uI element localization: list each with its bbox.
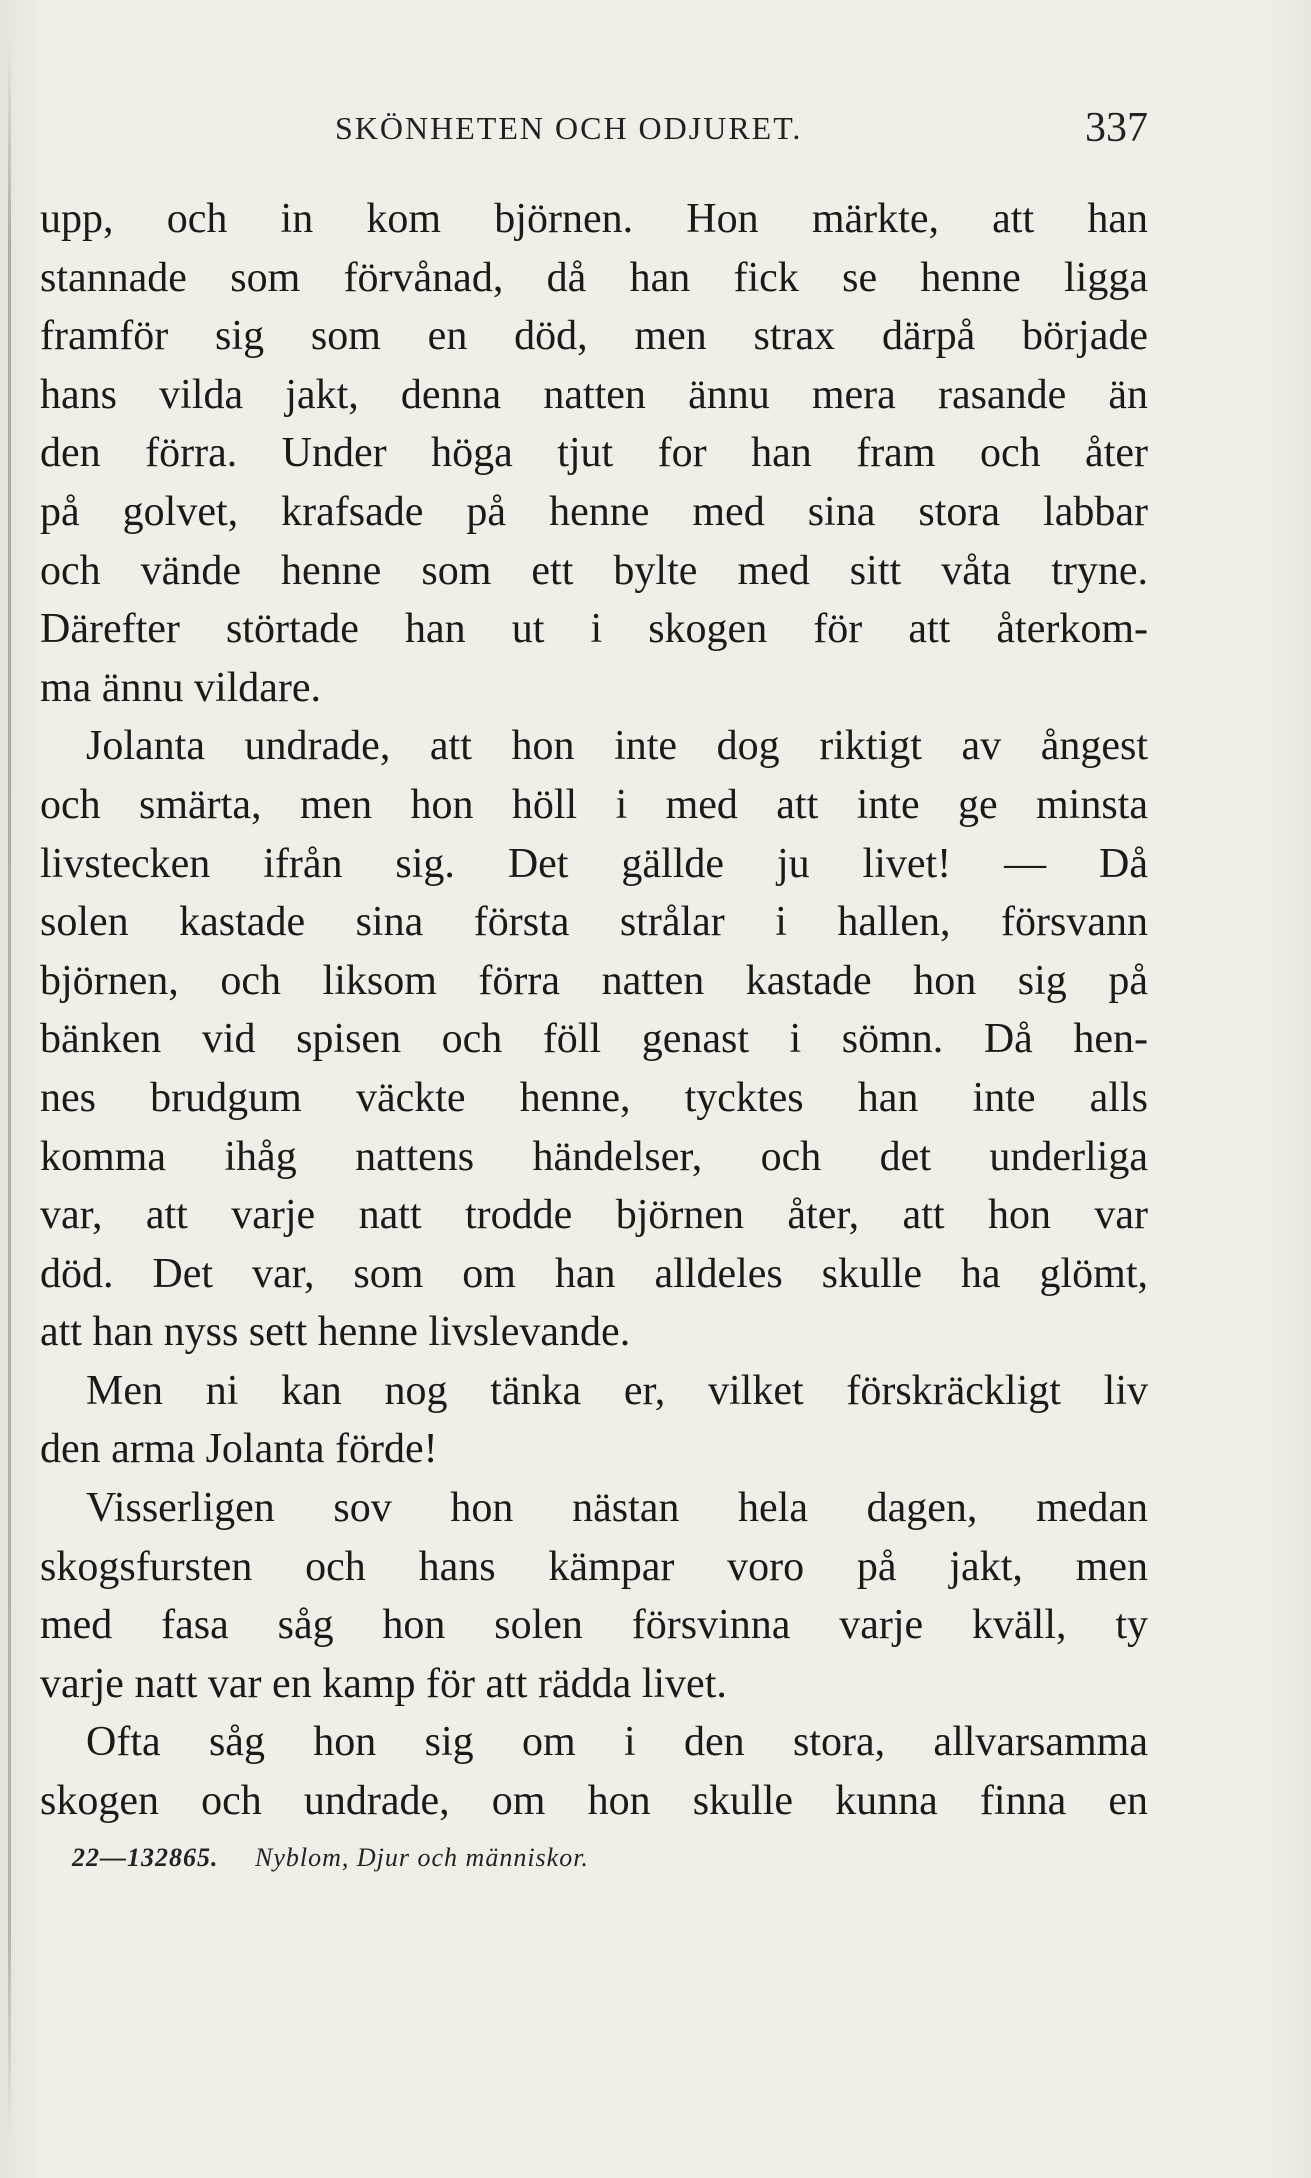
text-line: hans vilda jakt, denna natten ännu mera rasande än — [40, 371, 1148, 418]
text-line: död. Det var, som om han alldeles skulle ha glömt, — [40, 1250, 1148, 1297]
text-line: stannade som förvånad, då han fick se henne ligga — [40, 254, 1148, 301]
binding-edge — [8, 40, 11, 2140]
running-title: SKÖNHETEN OCH ODJURET. — [335, 110, 803, 146]
text-line: varje natt var en kamp för att rädda livet. — [40, 1660, 727, 1707]
body-text — [40, 190, 1148, 1831]
text-line: ma ännu vildare. — [40, 664, 322, 711]
page-footer — [72, 1843, 589, 1873]
text-line: Visserligen sov hon nästan hela dagen, medan — [86, 1485, 1148, 1532]
text-line: den arma Jolanta förde! — [40, 1426, 438, 1473]
text-line: att han nyss sett henne livslevande. — [40, 1309, 631, 1356]
text-line: upp, och in kom björnen. Hon märkte, att han — [40, 196, 1148, 242]
text-line: bänken vid spisen och föll genast i sömn. Då hen- — [40, 1016, 1148, 1063]
text-line: Jolanta undrade, att hon inte dog riktigt av ångest — [86, 723, 1148, 770]
text-line: på golvet, krafsade på henne med sina stora labbar — [40, 488, 1148, 535]
page-number: 337 — [1085, 105, 1148, 151]
text-line: komma ihåg nattens händelser, och det underliga — [40, 1133, 1148, 1180]
text-line: Men ni kan nog tänka er, vilket förskräckligt liv — [86, 1367, 1148, 1414]
book-reference: Nyblom, Djur och människor. — [255, 1843, 589, 1872]
text-line: nes brudgum väckte henne, tycktes han inte alls — [40, 1074, 1148, 1121]
text-line: solen kastade sina första strålar i hallen, försvann — [40, 899, 1148, 946]
text-line: var, att varje natt trodde björnen åter, att hon var — [40, 1192, 1148, 1239]
text-line: och smärta, men hon höll i med att inte ge minsta — [40, 781, 1148, 828]
text-line: med fasa såg hon solen försvinna varje kväll, ty — [40, 1602, 1148, 1649]
text-line: och vände henne som ett bylte med sitt våta tryne. — [40, 547, 1148, 594]
printer-signature: 22—132865. — [72, 1843, 219, 1872]
page-header — [0, 104, 1311, 154]
text-line: Ofta såg hon sig om i den stora, allvarsamma — [86, 1719, 1148, 1766]
text-line: björnen, och liksom förra natten kastade hon sig på — [40, 957, 1148, 1004]
text-line: den förra. Under höga tjut for han fram och åter — [40, 430, 1148, 477]
text-line: Därefter störtade han ut i skogen för att återkom- — [40, 606, 1148, 653]
text-line: skogsfursten och hans kämpar voro på jakt, men — [40, 1543, 1148, 1590]
text-line: skogen och undrade, om hon skulle kunna finna en — [40, 1778, 1148, 1825]
text-line: livstecken ifrån sig. Det gällde ju livet! — Då — [40, 840, 1148, 887]
text-line: framför sig som en död, men strax därpå började — [40, 313, 1148, 360]
